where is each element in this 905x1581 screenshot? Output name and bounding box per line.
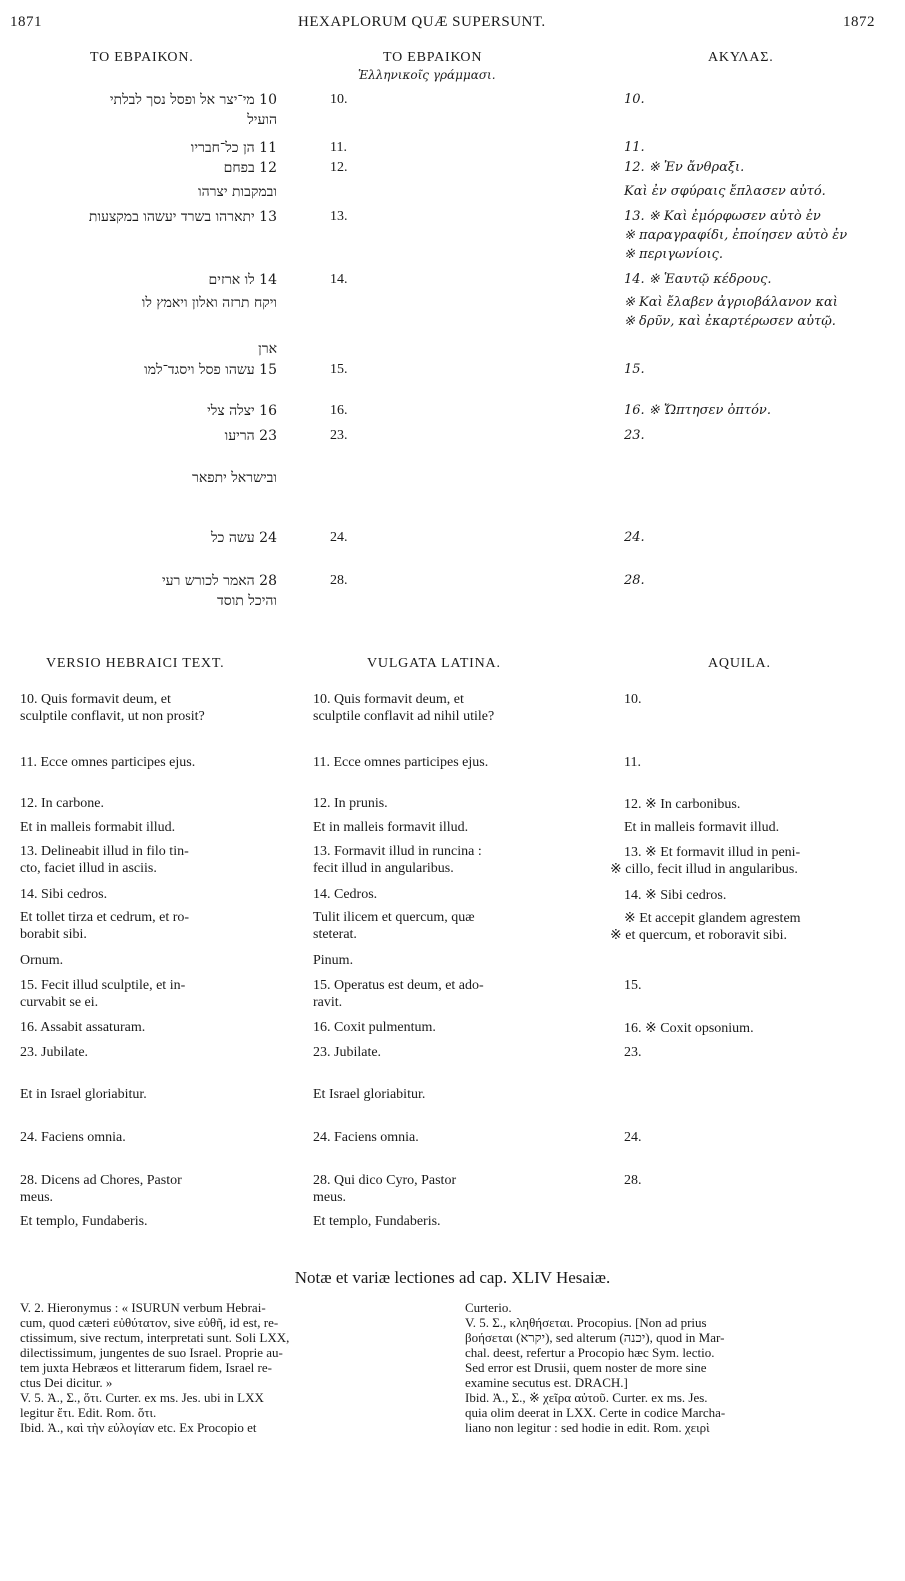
note-line: βοήσεται (יקרא), sed alterum (יכנה), quod in Mar-	[465, 1330, 725, 1345]
note-line: chal. deest, refertur a Procopio hæc Sym. lectio.	[465, 1345, 715, 1360]
versio-line: 11. Ecce omnes participes ejus.	[20, 755, 196, 770]
right-page-number: 1872	[843, 14, 875, 30]
vulgata-line: 11. Ecce omnes participes ejus.	[313, 755, 489, 770]
vulgata-line: Pinum.	[313, 953, 354, 968]
note-line: dilectissimum, jungentes de suo Israel. Proprie au-	[20, 1345, 283, 1360]
note-line: ctissimum, sive rectum, interpretati sunt. Soli LXX,	[20, 1330, 290, 1345]
col-heading-aquila-greek: ΑΚΥΛΑΣ.	[708, 50, 774, 65]
versio-line-continued: cto, faciet illud in asciis.	[20, 861, 157, 876]
note-line: V. 5. Σ., κληθήσεται. Procopius. [Non ad prius	[465, 1315, 707, 1330]
note-line: V. 5. Ἀ., Σ., ὅτι. Curter. ex ms. Jes. ubi in LXX	[20, 1390, 264, 1405]
versio-line: 16. Assabit assaturam.	[20, 1020, 146, 1035]
aquila-latin-line-continued: ※ cillo, fecit illud in angularibus.	[610, 862, 798, 877]
note-line: Curterio.	[465, 1300, 512, 1315]
aquila-greek-line: 23.	[624, 428, 645, 443]
versio-line: 24. Faciens omnia.	[20, 1130, 126, 1145]
aquila-greek-line: 16. ※ Ὤπτησεν ὀπτόν.	[624, 403, 771, 418]
transliteration-verse-number: 23.	[330, 428, 348, 443]
notes-right-column	[465, 1300, 895, 1435]
hebrew-line: 15 עשהו פסל ויסגד־למו	[144, 362, 277, 378]
left-page-number: 1871	[10, 14, 42, 30]
hebrew-line: ויקח תרזה ואלון ויאמץ לו	[141, 295, 277, 311]
hebrew-line: 28 האמר לכורש רעי	[161, 573, 277, 589]
aquila-latin-line: 24.	[624, 1130, 642, 1145]
aquila-latin-line-continued: ※ et quercum, et roboravit sibi.	[610, 928, 787, 943]
aquila-greek-line: 15.	[624, 362, 645, 377]
vulgata-line: 13. Formavit illud in runcina :	[313, 844, 482, 859]
aquila-greek-line: 12. ※ Ἐν ἄνθραξι.	[624, 160, 745, 175]
hebrew-line-continued: והיכל תוסד	[217, 593, 277, 609]
vulgata-line: Et in malleis formavit illud.	[313, 820, 469, 835]
note-line: Ibid. Ἀ., Σ., ※ χεῖρα αὐτοῦ. Curter. ex ms. Jes.	[465, 1390, 708, 1405]
transliteration-verse-number: 14.	[330, 272, 348, 287]
note-line: liano non legitur : sed hodie in edit. Rom. χειρὶ	[465, 1420, 710, 1435]
note-line: ctus Dei dicitur. »	[20, 1375, 113, 1390]
aquila-greek-line: 28.	[624, 573, 645, 588]
vulgata-line: 16. Coxit pulmentum.	[313, 1020, 436, 1035]
aquila-latin-line: 14. ※ Sibi cedros.	[624, 888, 727, 903]
note-line: examine secutus est. DRACH.]	[465, 1375, 628, 1390]
hebrew-line: 24 עשה כל	[210, 530, 277, 546]
vulgata-line: 24. Faciens omnia.	[313, 1130, 419, 1145]
versio-line: 14. Sibi cedros.	[20, 887, 108, 902]
versio-line: Et tollet tirza et cedrum, et ro-	[20, 910, 190, 925]
aquila-latin-line: 16. ※ Coxit opsonium.	[624, 1021, 754, 1036]
vulgata-line: 10. Quis formavit deum, et	[313, 692, 464, 707]
versio-line: 12. In carbone.	[20, 796, 104, 811]
hebrew-line: ובישראל יתפאר	[191, 470, 277, 486]
versio-line: 28. Dicens ad Chores, Pastor	[20, 1173, 182, 1188]
note-line: tem juxta Hebræos et litterarum fidem, Israel re-	[20, 1360, 272, 1375]
hebrew-line: 13 יתארהו בשרד יעשהו במקצעות	[88, 209, 277, 225]
aquila-latin-line: 15.	[624, 978, 642, 993]
transliteration-verse-number: 12.	[330, 160, 348, 175]
aquila-latin-line: 11.	[624, 755, 641, 770]
aquila-latin-line: 13. ※ Et formavit illud in peni-	[624, 845, 801, 860]
hebrew-line: 12 בפחם	[223, 160, 277, 176]
transliteration-verse-number: 28.	[330, 573, 348, 588]
note-line: Ibid. Ἀ., καὶ τὴν εὐλογίαν etc. Ex Procopio et	[20, 1420, 257, 1435]
running-title: HEXAPLORUM QUÆ SUPERSUNT.	[298, 14, 546, 30]
col-heading-hebrew: ΤΟ ΕΒΡΑΙΚΟΝ.	[90, 50, 194, 65]
note-line: cum, quod cæteri εὐθύτατον, sive εὐθῆ, id est, re-	[20, 1315, 279, 1330]
hebrew-line: ובמקבות יצרהו	[198, 184, 277, 200]
transliteration-verse-number: 24.	[330, 530, 348, 545]
hebrew-line: ארן	[258, 341, 277, 357]
aquila-greek-line-continued: ※ δρῦν, καὶ ἐκαρτέρωσεν αὐτῷ.	[624, 314, 836, 329]
vulgata-line-continued: fecit illud in angularibus.	[313, 861, 454, 876]
aquila-greek-line-continued: ※ παραγραφίδι, ἐποίησεν αὐτὸ ἐν	[624, 228, 848, 243]
vulgata-line-continued: meus.	[313, 1190, 347, 1205]
aquila-greek-line: 13. ※ Καὶ ἐμόρφωσεν αὐτὸ ἐν	[624, 209, 821, 224]
hebrew-line-continued: הועיל	[247, 112, 277, 128]
vulgata-line: 15. Operatus est deum, et ado-	[313, 978, 484, 993]
aquila-latin-line: 10.	[624, 692, 642, 707]
transliteration-verse-number: 13.	[330, 209, 348, 224]
hebrew-line: 23 הריעו	[224, 428, 277, 444]
aquila-latin-line: ※ Et accepit glandem agrestem	[624, 911, 801, 926]
versio-line: Et in Israel gloriabitur.	[20, 1087, 147, 1102]
vulgata-line: 14. Cedros.	[313, 887, 378, 902]
note-line: legitur ἔτι. Edit. Rom. ὅτι.	[20, 1405, 157, 1420]
vulgata-line-continued: sculptile conflavit ad nihil utile?	[313, 709, 495, 724]
aquila-latin-line: 23.	[624, 1045, 642, 1060]
vulgata-line: 23. Jubilate.	[313, 1045, 382, 1060]
aquila-latin-line: 28.	[624, 1173, 642, 1188]
versio-line-continued: curvabit se ei.	[20, 995, 99, 1010]
notes-left-column	[20, 1300, 450, 1435]
versio-line-continued: sculptile conflavit, ut non prosit?	[20, 709, 205, 724]
aquila-greek-line: 11.	[624, 140, 645, 155]
versio-line: 15. Fecit illud sculptile, et in-	[20, 978, 186, 993]
col-heading-vulgata: VULGATA LATINA.	[367, 656, 501, 671]
aquila-greek-line: Καὶ ἐν σφύραις ἔπλασεν αὐτό.	[624, 184, 826, 199]
transliteration-verse-number: 10.	[330, 92, 348, 107]
col-subheading-transliterated: Ἑλληνικοῖς γράμμασι.	[358, 68, 496, 82]
col-heading-transliterated: ΤΟ ΕΒΡΑΙΚΟΝ	[383, 50, 483, 65]
vulgata-line: Et templo, Fundaberis.	[313, 1214, 441, 1229]
col-heading-versio: VERSIO HEBRAICI TEXT.	[46, 656, 225, 671]
vulgata-line-continued: steterat.	[313, 927, 357, 942]
vulgata-line: Et Israel gloriabitur.	[313, 1087, 426, 1102]
versio-line: Et templo, Fundaberis.	[20, 1214, 148, 1229]
versio-line: 23. Jubilate.	[20, 1045, 89, 1060]
versio-line: 13. Delineabit illud in filo tin-	[20, 844, 189, 859]
aquila-latin-line: Et in malleis formavit illud.	[624, 820, 780, 835]
note-line: quia olim deerat in LXX. Certe in codice Marcha-	[465, 1405, 726, 1420]
note-line: Sed error est Drusii, quem noster de more sine	[465, 1360, 707, 1375]
aquila-greek-line: ※ Καὶ ἔλαβεν ἀγριοβάλανον καὶ	[624, 295, 838, 310]
versio-line: 10. Quis formavit deum, et	[20, 692, 171, 707]
hebrew-line: 16 יצלה צלי	[207, 403, 277, 419]
transliteration-verse-number: 15.	[330, 362, 348, 377]
note-line: V. 2. Hieronymus : « ISURUN verbum Hebrai-	[20, 1300, 266, 1315]
aquila-greek-line: 24.	[624, 530, 645, 545]
vulgata-line-continued: ravit.	[313, 995, 343, 1010]
hebrew-line: 14 לו ארזים	[208, 272, 277, 288]
versio-line-continued: meus.	[20, 1190, 54, 1205]
notes-title: Notæ et variæ lectiones ad cap. XLIV Hesaiæ.	[294, 1268, 611, 1287]
aquila-greek-line: 14. ※ Ἑαυτῷ κέδρους.	[624, 272, 772, 287]
vulgata-line: 28. Qui dico Cyro, Pastor	[313, 1173, 457, 1188]
aquila-greek-line: 10.	[624, 92, 645, 107]
transliteration-verse-number: 16.	[330, 403, 348, 418]
versio-line-continued: borabit sibi.	[20, 927, 87, 942]
hebrew-line: 10 מי־יצר אל ופסל נסך לבלתי	[109, 92, 277, 108]
versio-line: Et in malleis formabit illud.	[20, 820, 176, 835]
vulgata-line: 12. In prunis.	[313, 796, 388, 811]
versio-line: Ornum.	[20, 953, 64, 968]
hebrew-line: 11 הן כל־חבריו	[190, 140, 277, 156]
col-heading-aquila-latin: AQUILA.	[708, 656, 771, 671]
vulgata-line: Tulit ilicem et quercum, quæ	[313, 910, 475, 925]
aquila-latin-line: 12. ※ In carbonibus.	[624, 797, 741, 812]
transliteration-verse-number: 11.	[330, 140, 347, 155]
aquila-greek-line-continued: ※ περιγωνίοις.	[624, 247, 723, 262]
